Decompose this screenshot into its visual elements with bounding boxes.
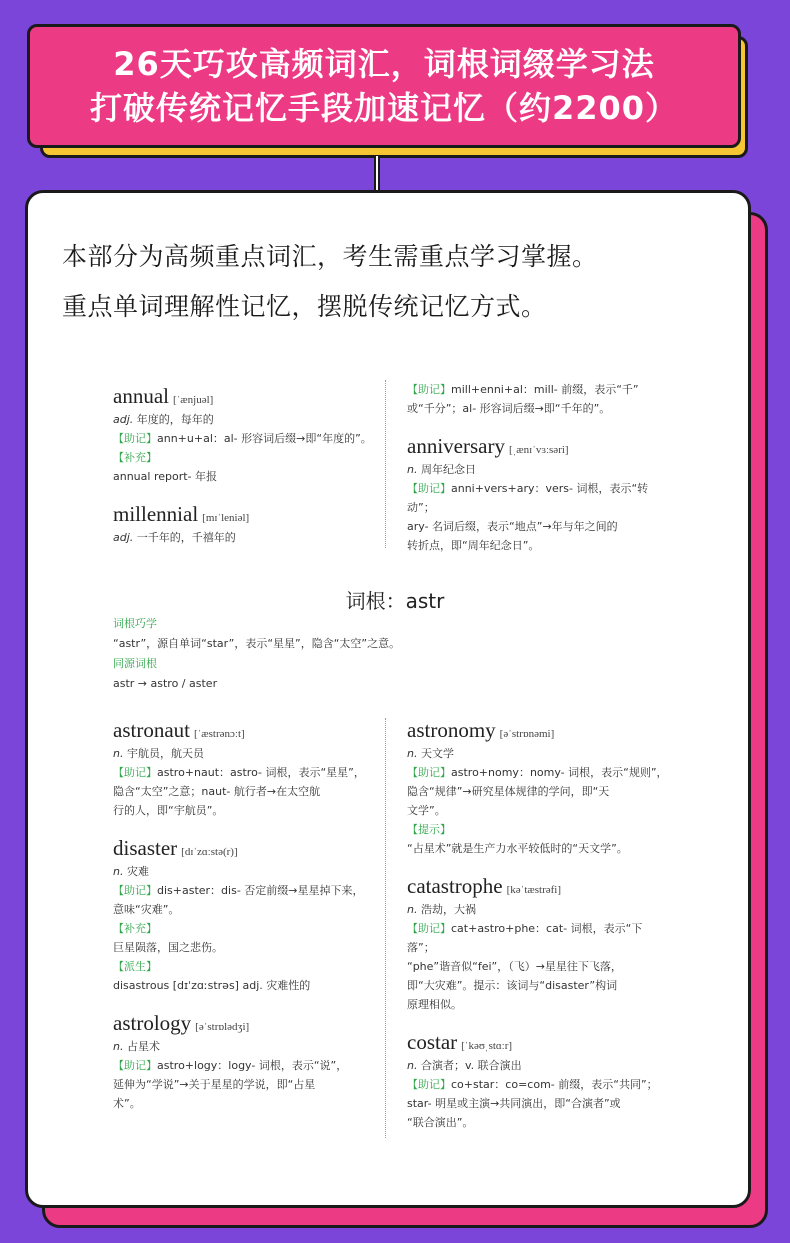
part-of-speech: adj.	[113, 531, 134, 544]
entry-text: annual report- 年报	[113, 470, 218, 483]
entry-line	[407, 957, 669, 976]
entry-headword-row	[407, 1028, 669, 1056]
banner-connector	[374, 156, 380, 190]
dictionary-entry	[407, 380, 669, 418]
entry-line	[407, 820, 669, 839]
entry-text: 天文学	[420, 747, 454, 760]
entry-text: “phe”谐音似“fei”，（飞）→星星往下飞落，	[407, 960, 622, 973]
entry-tag: 【助记】	[407, 922, 451, 935]
entry-phonetic: [ˈænjuəl]	[172, 394, 214, 406]
entry-text: 即“大灾难”。提示：该词与“disaster”构词	[407, 979, 618, 992]
entry-text: 隐含“太空”之意；naut- 航行者→在太空航	[113, 785, 321, 798]
entry-line	[407, 460, 669, 479]
entry-text: dis+aster：dis- 否定前缀→星星掉下来，	[157, 884, 364, 897]
entry-line	[113, 919, 375, 938]
entry-phonetic: [əˈstrɒlədʒi]	[195, 1021, 250, 1033]
entry-line	[113, 763, 375, 782]
entry-line	[113, 1075, 375, 1094]
entry-text: anni+vers+ary：vers- 词根，表示“转动”；	[407, 482, 649, 514]
entry-headword: astronomy	[407, 718, 496, 742]
entry-line	[407, 801, 669, 820]
banner-line-1: 26天巧攻高频词汇，词根词缀学习法	[113, 45, 655, 83]
entry-line	[407, 479, 669, 517]
entry-phonetic: [mɪˈleniəl]	[202, 512, 250, 524]
root-family-label: 同源词根	[113, 657, 157, 670]
entry-text: astro+naut：astro- 词根，表示“星星”，	[157, 766, 365, 779]
root-family-text: astr → astro / aster	[113, 677, 218, 690]
entry-headword-row	[113, 500, 375, 528]
intro-line-1: 本部分为高频重点词汇，考生需重点学习掌握。	[62, 242, 598, 271]
entry-text: 合演者；v. 联合演出	[420, 1059, 522, 1072]
dictionary-entry	[407, 432, 669, 555]
entry-headword: annual	[113, 384, 169, 408]
entry-text: 占星术	[126, 1040, 160, 1053]
entry-text: mill+enni+al：mill- 前缀，表示“千”	[451, 383, 639, 396]
entry-line	[113, 881, 375, 900]
part-of-speech: adj.	[113, 413, 134, 426]
entry-tag: 【派生】	[113, 960, 157, 973]
entry-line	[113, 467, 375, 486]
dictionary-entry	[113, 382, 375, 486]
entry-line	[407, 900, 669, 919]
entry-text: 延伸为“学说”→关于星星的学说，即“占星	[113, 1078, 316, 1091]
entry-line	[113, 862, 375, 881]
entry-text: 或“千分”；al- 形容词后缀→即“千年的”。	[407, 402, 611, 415]
entry-phonetic: [ˈæstrənɔːt]	[193, 728, 245, 740]
entry-headword: catastrophe	[407, 874, 503, 898]
entry-line	[113, 1094, 375, 1113]
entries-bottom-left	[113, 716, 375, 1127]
entry-headword-row	[407, 716, 669, 744]
entry-text: 宇航员，航天员	[126, 747, 204, 760]
entry-text: star- 明星或主演→共同演出，即“合演者”或	[407, 1097, 621, 1110]
entry-text: 转折点，即“周年纪念日”。	[407, 539, 540, 552]
intro-text	[62, 232, 722, 332]
entry-headword: costar	[407, 1030, 458, 1054]
entry-phonetic: [kəˈtæstrəfi]	[506, 884, 561, 896]
entry-text: astro+logy：logy- 词根，表示“说”，	[157, 1059, 348, 1072]
dictionary-entry	[113, 500, 375, 547]
entry-line	[407, 399, 669, 418]
dictionary-entry	[113, 716, 375, 820]
entries-top-left	[113, 382, 375, 561]
entry-tag: 【补充】	[113, 451, 157, 464]
entry-text: 文学”。	[407, 804, 446, 817]
entry-line	[407, 1094, 669, 1113]
entry-text: 一千年的，千禧年的	[136, 531, 236, 544]
part-of-speech: n.	[113, 865, 124, 878]
entry-line	[407, 1056, 669, 1075]
entry-text: “联合演出”。	[407, 1116, 474, 1129]
entry-line	[407, 763, 669, 782]
entry-headword: millennial	[113, 502, 199, 526]
entry-phonetic: [ˈkəʊˌstɑːr]	[461, 1040, 513, 1052]
entry-line	[113, 744, 375, 763]
entry-line	[407, 1113, 669, 1132]
entry-tag: 【助记】	[407, 482, 451, 495]
entry-text: 行的人，即“宇航员”。	[113, 804, 224, 817]
entry-line	[407, 839, 669, 858]
entry-headword-row	[113, 382, 375, 410]
root-tips-text: “astr”，源自单词“star”，表示“星星”，隐含“太空”之意。	[113, 637, 401, 650]
entry-line	[113, 801, 375, 820]
entry-line	[407, 995, 669, 1014]
entry-text: 原理相似。	[407, 998, 462, 1011]
entry-line	[113, 900, 375, 919]
entry-headword: anniversary	[407, 434, 505, 458]
entry-phonetic: [əˈstrɒnəmi]	[499, 728, 555, 740]
entry-headword: disaster	[113, 836, 178, 860]
column-divider-bottom	[385, 718, 386, 1138]
entry-headword-row	[113, 1009, 375, 1037]
entry-headword: astronaut	[113, 718, 190, 742]
entry-phonetic: [dɪˈzɑːstə(r)]	[181, 846, 238, 858]
entries-top-right	[407, 380, 669, 569]
entry-tag: 【提示】	[407, 823, 451, 836]
root-title-text: 词根：astr	[345, 589, 445, 613]
entry-line	[113, 448, 375, 467]
entry-line	[407, 976, 669, 995]
entry-line	[113, 1037, 375, 1056]
entry-headword-row	[407, 872, 669, 900]
part-of-speech: n.	[113, 747, 124, 760]
root-info	[113, 614, 673, 694]
entry-line	[407, 1075, 669, 1094]
entry-text: 年度的，每年的	[136, 413, 214, 426]
entry-line	[407, 380, 669, 399]
entry-line	[113, 782, 375, 801]
dictionary-entry	[407, 1028, 669, 1132]
root-tips-label: 词根巧学	[113, 617, 157, 630]
part-of-speech: n.	[407, 463, 418, 476]
entry-tag: 【助记】	[113, 432, 157, 445]
entry-line	[113, 528, 375, 547]
entry-text: “占星术”就是生产力水平较低时的“天文学”。	[407, 842, 628, 855]
entry-text: 术”。	[113, 1097, 141, 1110]
entry-text: 隐含“规律”→研究星体规律的学问，即“天	[407, 785, 610, 798]
header-banner	[27, 24, 741, 148]
dictionary-entry	[113, 834, 375, 995]
entry-line	[407, 536, 669, 555]
banner-line-2: 打破传统记忆手段加速记忆（约2200）	[89, 89, 679, 127]
entry-text: disastrous [dɪˈzɑːstrəs] adj. 灾难性的	[113, 979, 311, 992]
entry-line	[113, 976, 375, 995]
entry-text: 巨星陨落，国之悲伤。	[113, 941, 223, 954]
entry-text: co+star：co=com- 前缀，表示“共同”；	[451, 1078, 658, 1091]
entry-text: astro+nomy：nomy- 词根，表示“规则”，	[451, 766, 668, 779]
entry-line	[113, 957, 375, 976]
dictionary-entry	[407, 716, 669, 858]
entry-line	[113, 938, 375, 957]
entry-text: cat+astro+phe：cat- 词根，表示“下落”；	[407, 922, 643, 954]
entry-headword: astrology	[113, 1011, 192, 1035]
part-of-speech: n.	[407, 747, 418, 760]
entry-text: 周年纪念日	[420, 463, 476, 476]
part-of-speech: n.	[407, 1059, 418, 1072]
part-of-speech: n.	[113, 1040, 124, 1053]
entries-bottom-right	[407, 716, 669, 1146]
entry-line	[407, 517, 669, 536]
part-of-speech: n.	[407, 903, 418, 916]
entry-headword-row	[407, 432, 669, 460]
entry-tag: 【助记】	[113, 1059, 157, 1072]
entry-tag: 【助记】	[113, 884, 157, 897]
entry-tag: 【补充】	[113, 922, 157, 935]
entry-line	[113, 429, 375, 448]
dictionary-entry	[113, 1009, 375, 1113]
entry-text: 灾难	[126, 865, 149, 878]
entry-line	[407, 919, 669, 957]
entry-line	[407, 782, 669, 801]
entry-headword-row	[113, 716, 375, 744]
entry-text: 意味“灾难”。	[113, 903, 180, 916]
entry-phonetic: [ˌænɪˈvɜːsəri]	[508, 444, 569, 456]
dictionary-entry	[407, 872, 669, 1014]
entry-line	[407, 744, 669, 763]
root-title	[0, 585, 790, 614]
column-divider-top	[385, 380, 386, 548]
entry-tag: 【助记】	[407, 766, 451, 779]
entry-tag: 【助记】	[407, 1078, 451, 1091]
intro-line-2: 重点单词理解性记忆，摆脱传统记忆方式。	[62, 292, 547, 321]
entry-headword-row	[113, 834, 375, 862]
entry-line	[113, 1056, 375, 1075]
entry-text: ann+u+al：al- 形容词后缀→即“年度的”。	[157, 432, 372, 445]
entry-text: 浩劫，大祸	[420, 903, 476, 916]
entry-tag: 【助记】	[407, 383, 451, 396]
entry-line	[113, 410, 375, 429]
entry-tag: 【助记】	[113, 766, 157, 779]
entry-text: ary- 名词后缀，表示“地点”→年与年之间的	[407, 520, 618, 533]
